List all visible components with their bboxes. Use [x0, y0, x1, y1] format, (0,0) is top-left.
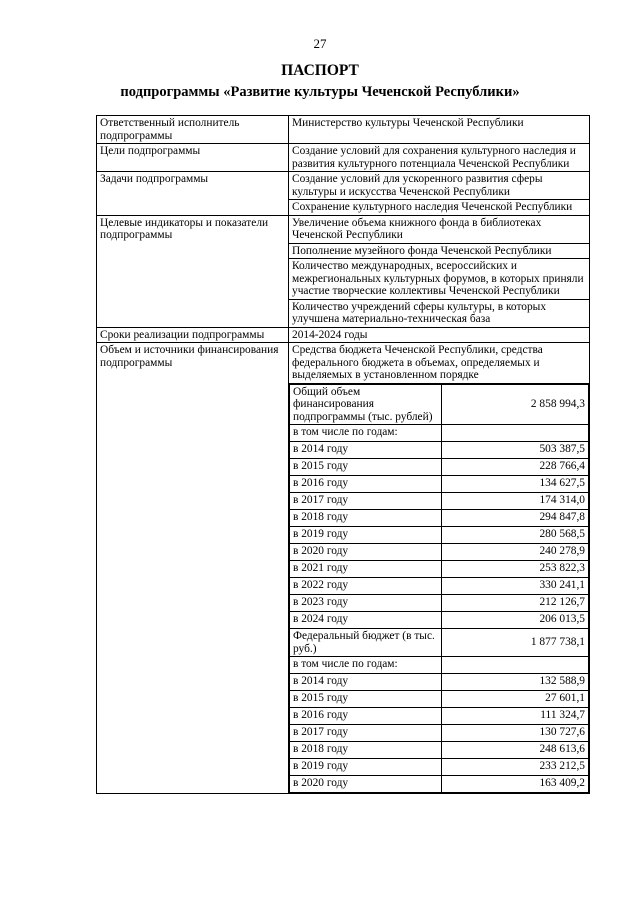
year-value: 206 013,5: [442, 612, 589, 629]
year-label: в 2024 году: [290, 612, 442, 629]
funding-row: [97, 343, 590, 794]
federal-year-row: [290, 725, 589, 742]
funding-year-row: [290, 527, 589, 544]
indicator-item: Количество международных, всероссийских и межрегиональных культурных форумов, в которых приняли участие творческие коллективы Чеченской Республики: [289, 259, 589, 300]
funding-year-row: [290, 544, 589, 561]
year-value: 212 126,7: [442, 595, 589, 612]
funding-year-row: [290, 442, 589, 459]
funding-intro: Средства бюджета Чеченской Республики, средства федерального бюджета в объемах, определяемых и выделяемых в установленном порядке: [289, 343, 589, 384]
federal-year-row: [290, 759, 589, 776]
funding-total-label: Общий объем финансирования подпрограммы (тыс. рублей): [290, 384, 442, 425]
by-year-header-row: [290, 425, 589, 442]
year-label: в 2021 году: [290, 561, 442, 578]
funding-table: [289, 384, 589, 794]
year-label: в 2016 году: [290, 708, 442, 725]
year-label: в 2015 году: [290, 691, 442, 708]
year-value: 27 601,1: [442, 691, 589, 708]
year-label: в 2014 году: [290, 442, 442, 459]
year-label: в 2019 году: [290, 759, 442, 776]
year-value: 503 387,5: [442, 442, 589, 459]
period-row: [97, 327, 590, 343]
year-label: в 2018 году: [290, 742, 442, 759]
goals-value: Создание условий для сохранения культурного наследия и развития культурного потенциала Чеченской Республики: [289, 144, 590, 172]
year-value: 240 278,9: [442, 544, 589, 561]
funding-total-value: 2 858 994,3: [442, 384, 589, 425]
year-label: в 2016 году: [290, 476, 442, 493]
federal-by-year-empty: [442, 657, 589, 674]
year-value: 233 212,5: [442, 759, 589, 776]
funding-details: [289, 343, 590, 794]
year-label: в 2022 году: [290, 578, 442, 595]
year-value: 174 314,0: [442, 493, 589, 510]
funding-year-row: [290, 595, 589, 612]
tasks-row: [97, 172, 590, 216]
year-value: 330 241,1: [442, 578, 589, 595]
year-label: в 2017 году: [290, 725, 442, 742]
federal-year-row: [290, 674, 589, 691]
task-item: Сохранение культурного наследия Чеченской Республики: [292, 201, 573, 213]
funding-total-row: [290, 384, 589, 425]
funding-year-row: [290, 510, 589, 527]
year-label: в 2023 году: [290, 595, 442, 612]
period-label: Сроки реализации подпрограммы: [97, 327, 289, 343]
year-label: в 2019 году: [290, 527, 442, 544]
federal-year-row: [290, 708, 589, 725]
indicator-item: Увеличение объема книжного фонда в библиотеках Чеченской Республики: [289, 216, 589, 244]
year-value: 248 613,6: [442, 742, 589, 759]
funding-year-row: [290, 493, 589, 510]
year-label: в 2020 году: [290, 776, 442, 793]
year-value: 294 847,8: [442, 510, 589, 527]
indicators-row: [97, 215, 590, 327]
year-label: в 2015 году: [290, 459, 442, 476]
page-number: 27: [313, 36, 327, 51]
funding-label: Объем и источники финансирования подпрограммы: [97, 343, 289, 794]
federal-by-year-header-row: [290, 657, 589, 674]
executor-label: Ответственный исполнитель подпрограммы: [97, 116, 289, 144]
year-value: 130 727,6: [442, 725, 589, 742]
year-value: 111 324,7: [442, 708, 589, 725]
year-value: 228 766,4: [442, 459, 589, 476]
federal-row: [290, 629, 589, 657]
funding-year-row: [290, 612, 589, 629]
executor-row: [97, 116, 590, 144]
task-item: Создание условий для ускоренного развития сферы культуры и искусства Чеченской Республики: [289, 172, 589, 200]
federal-year-row: [290, 776, 589, 793]
federal-value: 1 877 738,1: [442, 629, 589, 657]
funding-year-row: [290, 561, 589, 578]
federal-year-row: [290, 742, 589, 759]
indicators-list: [289, 215, 590, 327]
funding-year-row: [290, 578, 589, 595]
year-value: 280 568,5: [442, 527, 589, 544]
tasks-list: [289, 172, 590, 216]
document-title: ПАСПОРТ: [281, 62, 359, 79]
year-label: в 2014 году: [290, 674, 442, 691]
year-label: в 2018 году: [290, 510, 442, 527]
year-label: в 2020 году: [290, 544, 442, 561]
indicator-item: Количество учреждений сферы культуры, в которых улучшена материально-техническая база: [292, 300, 547, 325]
year-value: 253 822,3: [442, 561, 589, 578]
period-value: 2014-2024 годы: [289, 327, 590, 343]
federal-label: Федеральный бюджет (в тыс. руб.): [290, 629, 442, 657]
federal-by-year-label: в том числе по годам:: [290, 657, 442, 674]
federal-year-row: [290, 691, 589, 708]
funding-year-row: [290, 476, 589, 493]
year-value: 132 588,9: [442, 674, 589, 691]
tasks-label: Задачи подпрограммы: [97, 172, 289, 216]
by-year-empty: [442, 425, 589, 442]
goals-label: Цели подпрограммы: [97, 144, 289, 172]
indicator-item: Пополнение музейного фонда Чеченской Республики: [289, 244, 589, 260]
funding-year-row: [290, 459, 589, 476]
indicators-label: Целевые индикаторы и показатели подпрограммы: [97, 215, 289, 327]
goals-row: [97, 144, 590, 172]
by-year-label: в том числе по годам:: [290, 425, 442, 442]
year-value: 134 627,5: [442, 476, 589, 493]
executor-value: Министерство культуры Чеченской Республики: [289, 116, 590, 144]
year-value: 163 409,2: [442, 776, 589, 793]
passport-table: [96, 115, 590, 794]
document-subtitle: подпрограммы «Развитие культуры Чеченской Республики»: [120, 84, 520, 100]
year-label: в 2017 году: [290, 493, 442, 510]
